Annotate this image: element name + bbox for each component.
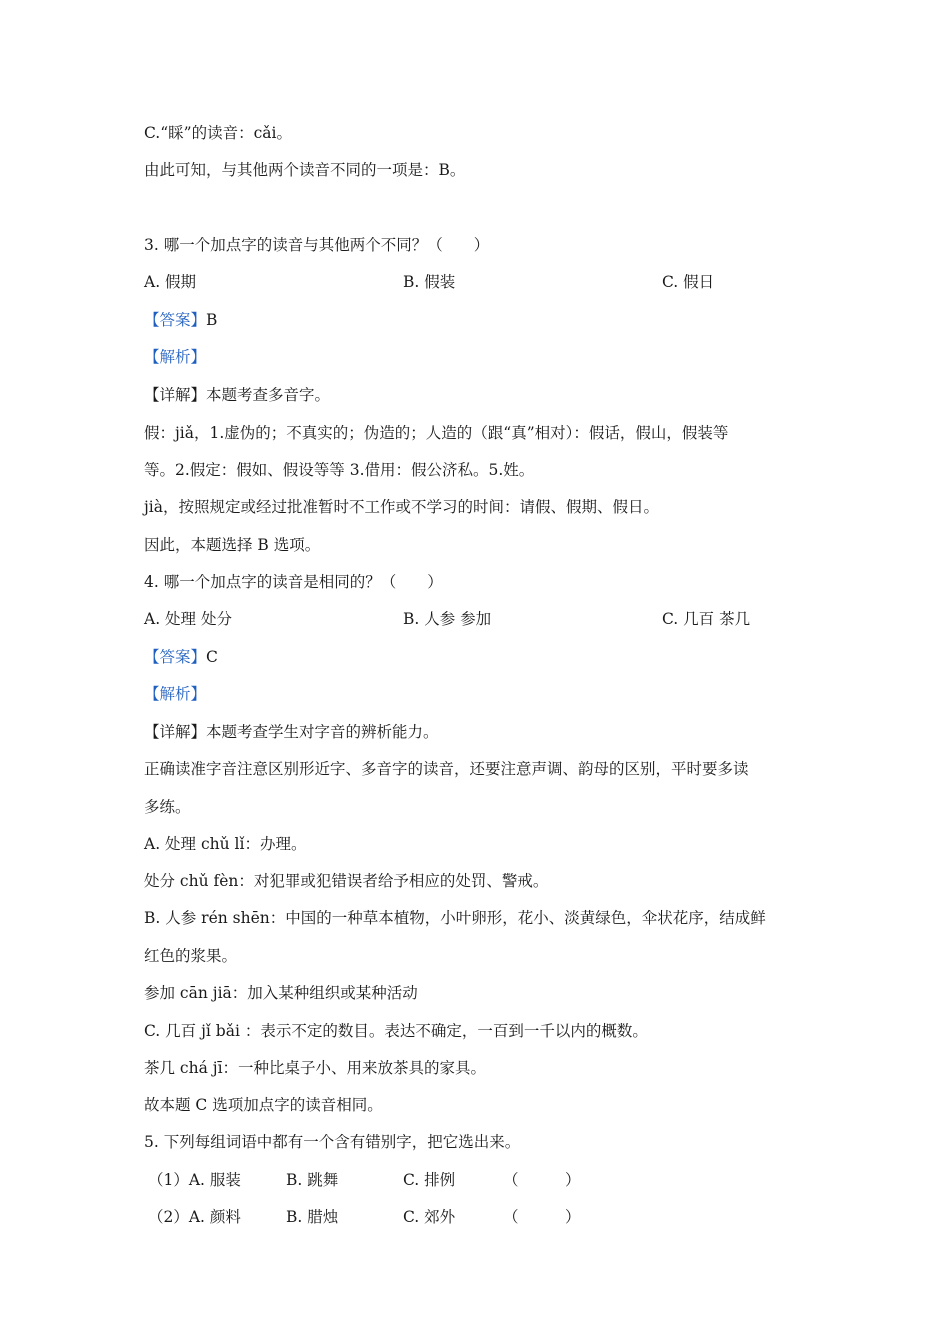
q4-detail: 【详解】本题考查学生对字音的辨析能力。: [144, 723, 439, 741]
q5-row1-b: B. 跳舞: [286, 1171, 339, 1189]
q4-line: 正确读准字音注意区别形近字、多音字的读音，还要注意声调、韵母的区别，平时要多读: [144, 760, 749, 778]
q2-option-c-line: C.“睬”的读音：cǎi。: [144, 124, 292, 142]
q3-detail: 【详解】本题考查多音字。: [144, 386, 331, 404]
q3-option-a: A. 假期: [144, 273, 197, 291]
q5-row2-c: C. 郊外: [403, 1208, 456, 1226]
q5-row1-c: C. 排例: [403, 1171, 456, 1189]
answer-value: B: [206, 311, 218, 329]
q5-row2-blank: （ ）: [503, 1208, 581, 1226]
q4-line: 多练。: [144, 798, 191, 816]
q4-line: 参加 cān jiā：加入某种组织或某种活动: [144, 984, 418, 1002]
q3-question: 3. 哪一个加点字的读音与其他两个不同？（ ）: [144, 236, 490, 254]
q4-line: C. 几百 jǐ bǎi ：表示不定的数目。表达不确定，一百到一千以内的概数。: [144, 1022, 648, 1040]
q4-line: 红色的浆果。: [144, 947, 238, 965]
q4-analysis-tag: 【解析】: [144, 685, 207, 703]
q3-option-b: B. 假装: [403, 273, 456, 291]
q3-option-c: C. 假日: [662, 273, 715, 291]
q4-answer: [144, 646, 218, 668]
answer-value: C: [206, 648, 218, 666]
q4-line: 茶几 chá jī：一种比桌子小、用来放茶具的家具。: [144, 1059, 487, 1077]
q5-question: 5. 下列每组词语中都有一个含有错别字，把它选出来。: [144, 1133, 521, 1151]
q3-conclusion: 因此，本题选择 B 选项。: [144, 536, 321, 554]
q3-explain-2: 等。2.假定：假如、假设等等 3.借用：假公济私。5.姓。: [144, 461, 535, 479]
q4-line: 故本题 C 选项加点字的读音相同。: [144, 1096, 383, 1114]
q4-line: B. 人参 rén shēn：中国的一种草本植物，小叶卵形，花小、淡黄绿色，伞状花序，结成鲜: [144, 909, 766, 927]
q5-row2-a: （2）A. 颜料: [148, 1208, 241, 1226]
q4-question: 4. 哪一个加点字的读音是相同的？（ ）: [144, 573, 443, 591]
q4-option-c: C. 几百 茶几: [662, 610, 751, 628]
q3-explain-3: jià，按照规定或经过批准暂时不工作或不学习的时间：请假、假期、假日。: [144, 498, 660, 516]
q3-explain-1: 假：jiǎ，1.虚伪的；不真实的；伪造的；人造的（跟“真”相对）：假话，假山，假装等: [144, 424, 729, 442]
q3-analysis-tag: 【解析】: [144, 348, 207, 366]
answer-tag: 【答案】: [144, 648, 207, 666]
q5-row2-b: B. 腊烛: [286, 1208, 339, 1226]
q4-line: A. 处理 chǔ lǐ：办理。: [144, 835, 307, 853]
q4-option-a: A. 处理 处分: [144, 610, 232, 628]
q4-line: 处分 chǔ fèn：对犯罪或犯错误者给予相应的处罚、警戒。: [144, 872, 549, 890]
q2-conclusion: 由此可知，与其他两个读音不同的一项是：B。: [144, 161, 466, 179]
q5-row1-a: （1）A. 服装: [148, 1171, 241, 1189]
q4-option-b: B. 人参 参加: [403, 610, 492, 628]
q3-answer: [144, 309, 217, 331]
answer-tag: 【答案】: [144, 311, 207, 329]
q5-row1-blank: （ ）: [503, 1171, 581, 1189]
